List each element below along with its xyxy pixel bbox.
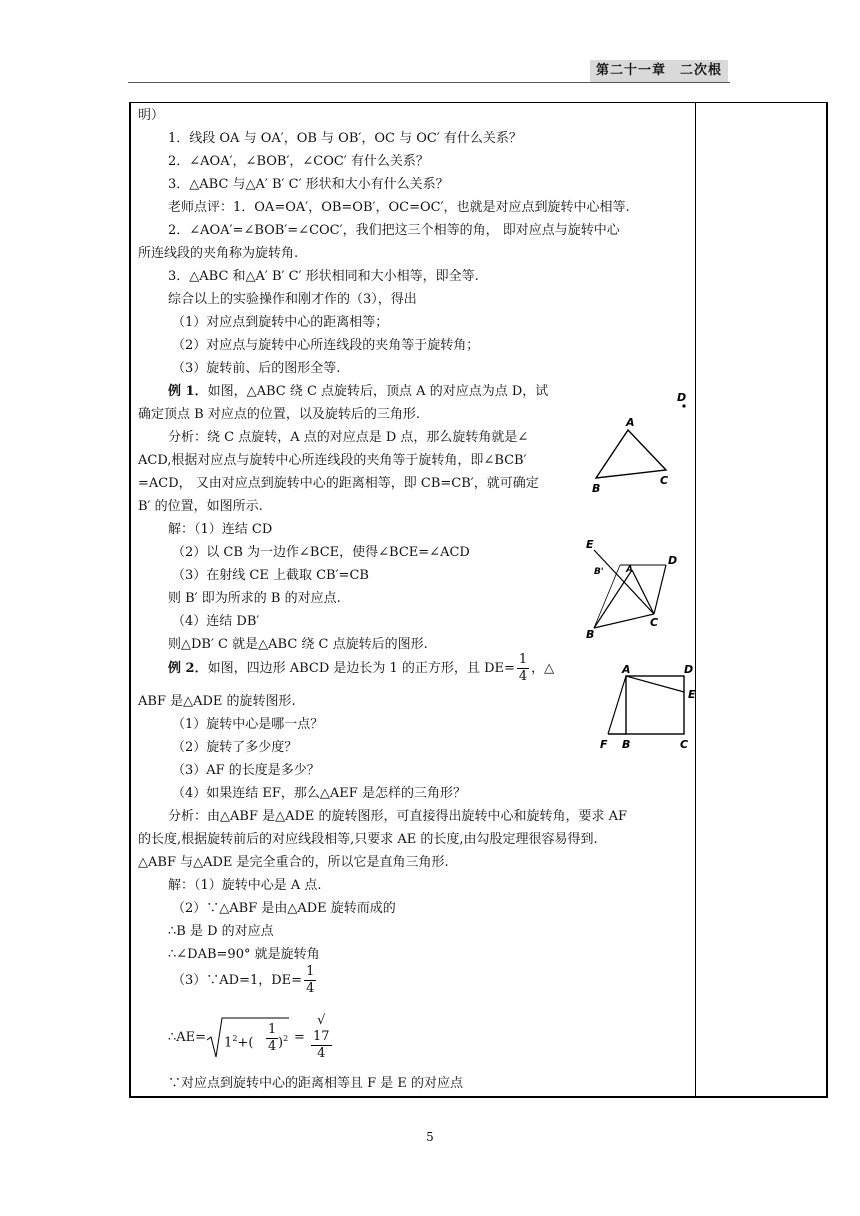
inner-fraction xyxy=(266,1022,278,1055)
fraction-denominator: 4 xyxy=(268,1038,277,1054)
text-line: 分析：由△ABF 是△ADE 的旋转图形，可直接得出旋转中心和旋转角，要求 AF xyxy=(168,809,628,824)
text-line: B′ 的位置，如图所示. xyxy=(138,499,263,514)
text-line: ，△ xyxy=(531,661,555,676)
segment-af xyxy=(608,676,626,734)
segment-cb xyxy=(594,614,654,628)
text-line: 解：（1）旋转中心是 A 点. xyxy=(168,878,322,893)
fraction-numerator: 1 xyxy=(518,652,528,667)
text-line: 则 B′ 即为所求的 B 的对应点. xyxy=(168,591,341,606)
sqrt-expression xyxy=(206,1016,290,1060)
triangle-abc-shape xyxy=(596,430,666,478)
label-f: F xyxy=(600,738,608,751)
sqrt-exponent: 2 xyxy=(283,1033,289,1043)
fraction-denominator: 4 xyxy=(306,981,315,996)
text-line: ∴B 是 D 的对应点 xyxy=(168,924,274,939)
label-b: B xyxy=(586,628,595,640)
text-line: 如图，四边形 ABCD 是边长为 1 的正方形，且 DE= xyxy=(207,661,515,676)
result-numerator: √ 17 xyxy=(312,1013,330,1044)
text-line: （4）连结 DB′ xyxy=(172,614,260,629)
table-column-divider xyxy=(695,102,696,1098)
segment-ba xyxy=(594,570,632,628)
label-b: B xyxy=(622,738,631,751)
figure-square-abcd xyxy=(596,660,700,754)
chapter-header: 第二十一章 二次根 xyxy=(590,60,728,82)
figure-triangle-abc xyxy=(588,412,680,498)
text-line: （2）以 CB 为一边作∠BCE，使得∠BCE=∠ACD xyxy=(172,545,470,560)
label-e: E xyxy=(586,538,594,551)
text-line: =ACD， 又由对应点到旋转中心的距离相等，即 CB=CB′，就可确定 xyxy=(138,476,539,491)
figure-point-d xyxy=(672,390,692,414)
example-1-line xyxy=(168,381,548,403)
label-b: B xyxy=(592,482,601,495)
text-line: 2．∠AOA′，∠BOB′，∠COC′ 有什么关系？ xyxy=(168,154,429,169)
fraction-one-quarter xyxy=(517,652,529,685)
text-line: 如图，△ABC 绕 C 点旋转后，顶点 A 的对应点为点 D，试 xyxy=(207,384,549,399)
sqrt-content xyxy=(224,1031,253,1051)
segment-dc xyxy=(654,565,666,614)
point-d-diagram xyxy=(672,390,692,414)
text-line: 1．线段 OA 与 OA′，OB 与 OB′，OC 与 OC′ 有什么关系？ xyxy=(168,131,522,146)
text-line: ∵对应点到旋转中心的距离相等且 F 是 E 的对应点 xyxy=(168,1076,464,1091)
text-line: （2）对应点与旋转中心所连线段的夹角等于旋转角； xyxy=(172,338,480,353)
text-line: 老师点评：1．OA=OA′，OB=OB′，OC=OC′，也就是对应点到旋转中心相等. xyxy=(168,200,630,215)
text-line: 3．△ABC 与△A′ B′ C′ 形状和大小有什么关系？ xyxy=(168,177,449,192)
label-a: A xyxy=(626,416,635,429)
example-2-label: 例 2． xyxy=(168,661,208,676)
label-d: D xyxy=(684,663,694,676)
sqrt-base: 1 xyxy=(224,1034,233,1050)
text-line: 3．△ABC 和△A′ B′ C′ 形状相同和大小相等，即全等. xyxy=(168,269,479,284)
label-a: A xyxy=(626,565,633,575)
square-abcd-diagram xyxy=(596,660,700,754)
text-line: （2）∵△ABF 是由△ADE 旋转而成的 xyxy=(172,901,396,916)
text-line: ACD,根据对应点与旋转中心所连线段的夹角等于旋转角，即∠BCB′ xyxy=(138,453,527,468)
rotation-construction-diagram xyxy=(580,536,690,640)
text-line: （3）AF 的长度是多少？ xyxy=(172,763,320,778)
fraction-numerator: 1 xyxy=(306,964,315,979)
label-d: D xyxy=(677,391,687,404)
header-rule xyxy=(128,82,730,83)
sqrt-exponent: 2 xyxy=(232,1033,238,1043)
point-d-dot xyxy=(682,404,685,407)
text-line: （3）∵AD=1，DE= xyxy=(172,973,303,988)
text-line: △ABF 与△ADE 是完全重合的，所以它是直角三角形. xyxy=(138,855,449,870)
text-line: 解：（1）连结 CD xyxy=(168,522,273,537)
ae-equation xyxy=(168,1013,334,1063)
text-line: ABF 是△ADE 的旋转图形. xyxy=(138,694,296,709)
result-radicand: 17 xyxy=(312,1029,330,1044)
text-line: ∴∠DAB=90° 就是旋转角 xyxy=(168,947,320,962)
text-line: 明） xyxy=(138,108,165,123)
sqrt-content-tail xyxy=(278,1031,288,1051)
paren-left: ( xyxy=(248,1034,254,1050)
label-e: E xyxy=(688,688,696,701)
fraction-denominator: 4 xyxy=(518,669,528,684)
text-line: 分析：绕 C 点旋转，A 点的对应点是 D 点，那么旋转角就是∠ xyxy=(168,430,529,445)
segment-ae xyxy=(626,676,684,692)
text-line: 则△DB′ C 就是△ABC 绕 C 点旋转后的图形. xyxy=(168,637,428,652)
equals-sign: = xyxy=(294,1030,305,1045)
label-b-prime: B' xyxy=(594,567,604,577)
triangle-abc-diagram xyxy=(588,412,680,498)
text-line: 确定顶点 B 对应点的位置，以及旋转后的三角形. xyxy=(138,407,420,422)
text-line: ∴AE= xyxy=(168,1030,207,1045)
segment-ac xyxy=(632,570,654,614)
label-a: A xyxy=(622,663,631,676)
text-line: （4）如果连结 EF，那么△AEF 是怎样的三角形？ xyxy=(172,786,466,801)
text-line: （1）对应点到旋转中心的距离相等； xyxy=(172,315,389,330)
result-fraction xyxy=(311,1013,332,1062)
label-c: C xyxy=(680,738,689,751)
text-line: 综合以上的实验操作和刚才作的（3），得出 xyxy=(168,292,417,307)
figure-rotation-construction xyxy=(580,536,690,640)
square-shape xyxy=(626,676,684,734)
text-line: （1）旋转中心是哪一点？ xyxy=(172,717,324,732)
solution-3-line xyxy=(172,963,318,999)
label-c: C xyxy=(650,616,659,629)
plus-sign: + xyxy=(237,1034,249,1050)
paren-right: ) xyxy=(278,1034,284,1050)
example-2-line xyxy=(168,652,554,686)
label-d: D xyxy=(668,554,678,567)
fraction-one-quarter xyxy=(304,964,316,997)
result-denominator: 4 xyxy=(317,1046,326,1061)
text-line: （2）旋转了多少度？ xyxy=(172,740,298,755)
label-c: C xyxy=(660,474,669,487)
example-1-label: 例 1． xyxy=(168,384,208,399)
text-line: 所连线段的夹角称为旋转角. xyxy=(138,246,299,261)
page-number: 5 xyxy=(426,1130,434,1144)
fraction-numerator: 1 xyxy=(268,1021,277,1037)
text-line: 2．∠AOA′=∠BOB′=∠COC′，我们把这三个相等的角， 即对应点与旋转中心 xyxy=(168,223,620,238)
text-line: （3）旋转前、后的图形全等. xyxy=(172,361,341,376)
text-line: （3）在射线 CE 上截取 CB′=CB xyxy=(172,568,369,583)
text-line: 的长度,根据旋转前后的对应线段相等,只要求 AE 的长度,由勾股定理很容易得到. xyxy=(138,832,598,847)
